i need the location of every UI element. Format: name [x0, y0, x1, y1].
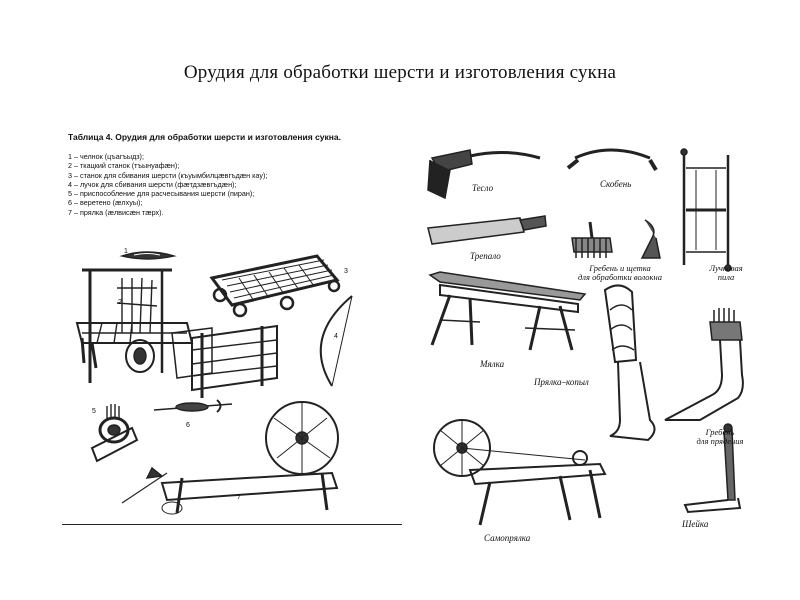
figure-number: 7	[237, 494, 241, 501]
spinning-comb-drawing	[665, 308, 743, 420]
legend-item: 7 – прялка (æлвисæн тæрх).	[68, 207, 164, 217]
legend-item: 3 – станок для сбивания шерсти (къуымбилцæвгъдæн кау);	[68, 170, 268, 180]
legend-item: 4 – лучок для сбивания шерсти (фæтдзæвгъдæн);	[68, 179, 237, 189]
fiber-comb-drawing	[572, 222, 612, 258]
figure-number: 2	[118, 299, 122, 306]
slide-title: Орудия для обработки шерсти и изготовления сукна	[183, 62, 617, 83]
bow-saw-drawing	[681, 149, 731, 271]
fiber-brush-drawing	[642, 220, 660, 258]
label-pryalka-kopyl: Прялка–копыл	[534, 377, 589, 387]
spinning-wheel-drawing	[434, 420, 605, 525]
figure-number: 3	[344, 268, 348, 275]
figure-number: 1	[124, 248, 128, 255]
flax-brake-drawing	[430, 272, 585, 350]
legend-item: 2 – ткацкий станок (тъынуафæн);	[68, 161, 180, 171]
figure-number: 6	[186, 422, 190, 429]
label-samopryalka: Самопрялка	[484, 533, 531, 543]
figure-number: 4	[334, 333, 338, 340]
legend-item: 1 – челнок (цъагъыдз);	[68, 152, 144, 161]
label-trepalo: Трепало	[470, 251, 501, 261]
label-myalka: Мялка	[480, 359, 505, 369]
drawknife-drawing	[568, 150, 656, 170]
label-luchkovaya-pila: Лучковая пила	[709, 263, 743, 282]
label-greben-dlya-pryadeniya: Гребень для прядения	[696, 427, 744, 446]
distaff-drawing	[605, 285, 655, 440]
label-skoben: Скобень	[600, 179, 632, 189]
label-sheyka: Шейка	[682, 519, 709, 529]
table-heading: Таблица 4. Орудия для обработки шерсти и изготовления сукна.	[68, 132, 342, 142]
legend-item: 5 – приспособление для расчесывания шерсти (пиран);	[68, 189, 255, 199]
legend-item: 6 – веретено (æлхуы);	[68, 198, 143, 208]
label-teslo: Тесло	[472, 183, 494, 193]
figure-number: 5	[92, 408, 96, 415]
label-greben-shchetka: Гребень и щетка для обработки волокна	[577, 263, 663, 282]
scutching-knife-drawing	[428, 216, 546, 244]
